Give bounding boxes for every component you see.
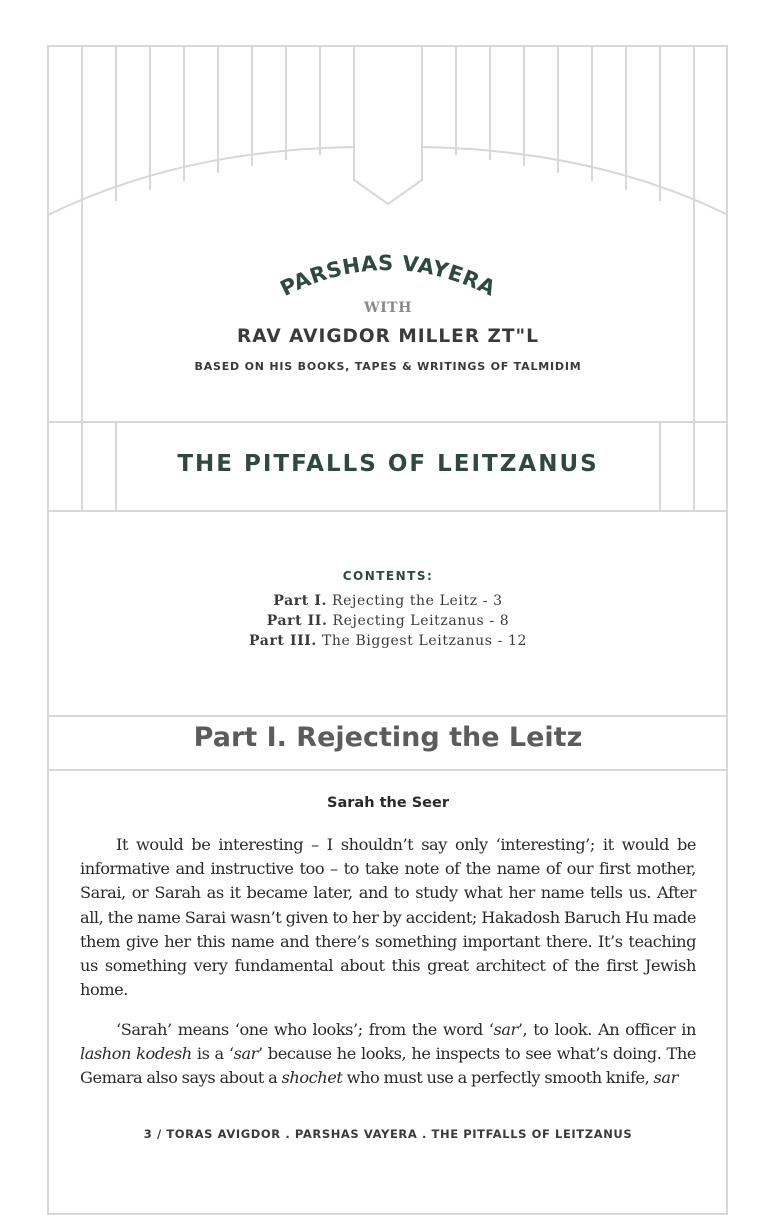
paragraph-text: It would be interesting – I shouldn’t say only ‘interesting’; it would be informative and instructive too – to take note of the name of our first mother, Sarai, or Sarah as it became later, and to study what her name tells us. After all, the name Sarai wasn’t given to her by accident; Hakadosh Baruch Hu made them give her this name and there’s something important there. It’s teaching us something very fundamental about this great architect of the first Jewish home.: [80, 835, 696, 1000]
toc-part-label: Part III.: [249, 633, 317, 649]
based-on-line: BASED ON HIS BOOKS, TAPES & WRITINGS OF TALMIDIM: [194, 360, 582, 373]
italic-term: lashon kodesh: [80, 1044, 192, 1064]
italic-term: sar: [653, 1068, 678, 1088]
toc-entry: Rejecting Leitzanus - 8: [332, 613, 510, 629]
toc-entry: Rejecting the Leitz - 3: [332, 593, 503, 609]
toc-item: [0, 631, 776, 651]
table-of-contents: [0, 591, 776, 651]
section-title: Part I. Rejecting the Leitz: [193, 722, 583, 753]
toc-part-label: Part I.: [273, 593, 327, 609]
contents-heading: CONTENTS:: [342, 569, 434, 583]
italic-term: sar: [233, 1044, 258, 1064]
author-name: RAV AVIGDOR MILLER ZT"L: [237, 326, 539, 347]
document-title: THE PITFALLS OF LEITZANUS: [177, 451, 599, 477]
toc-entry: The Biggest Leitzanus - 12: [321, 633, 527, 649]
italic-term: sar: [493, 1020, 518, 1039]
toc-item: [0, 611, 776, 631]
italic-term: shochet: [281, 1068, 343, 1088]
svg-text:PARSHAS VAYERA: [277, 251, 500, 301]
page-footer: 3 / TORAS AVIGDOR . PARSHAS VAYERA . THE PITFALLS OF LEITZANUS: [143, 1127, 633, 1141]
parsha-name: PARSHAS VAYERA: [276, 250, 500, 301]
toc-part-label: Part II.: [266, 613, 328, 629]
body-paragraph-1: [80, 833, 696, 1002]
body-paragraph-2: [80, 1018, 696, 1091]
toc-item: [0, 591, 776, 611]
section-subheading: Sarah the Seer: [327, 795, 449, 811]
with-label: WITH: [364, 300, 412, 316]
paragraph-text: ‘Sarah’ means ‘one who looks’; from the word ‘sar’, to look. An officer in lashon kodesh is a ‘sar’ because he looks, he inspects to see what’s doing. The Gemara also says about a shochet who must use a perfectly smooth knife, sar: [80, 1020, 696, 1088]
